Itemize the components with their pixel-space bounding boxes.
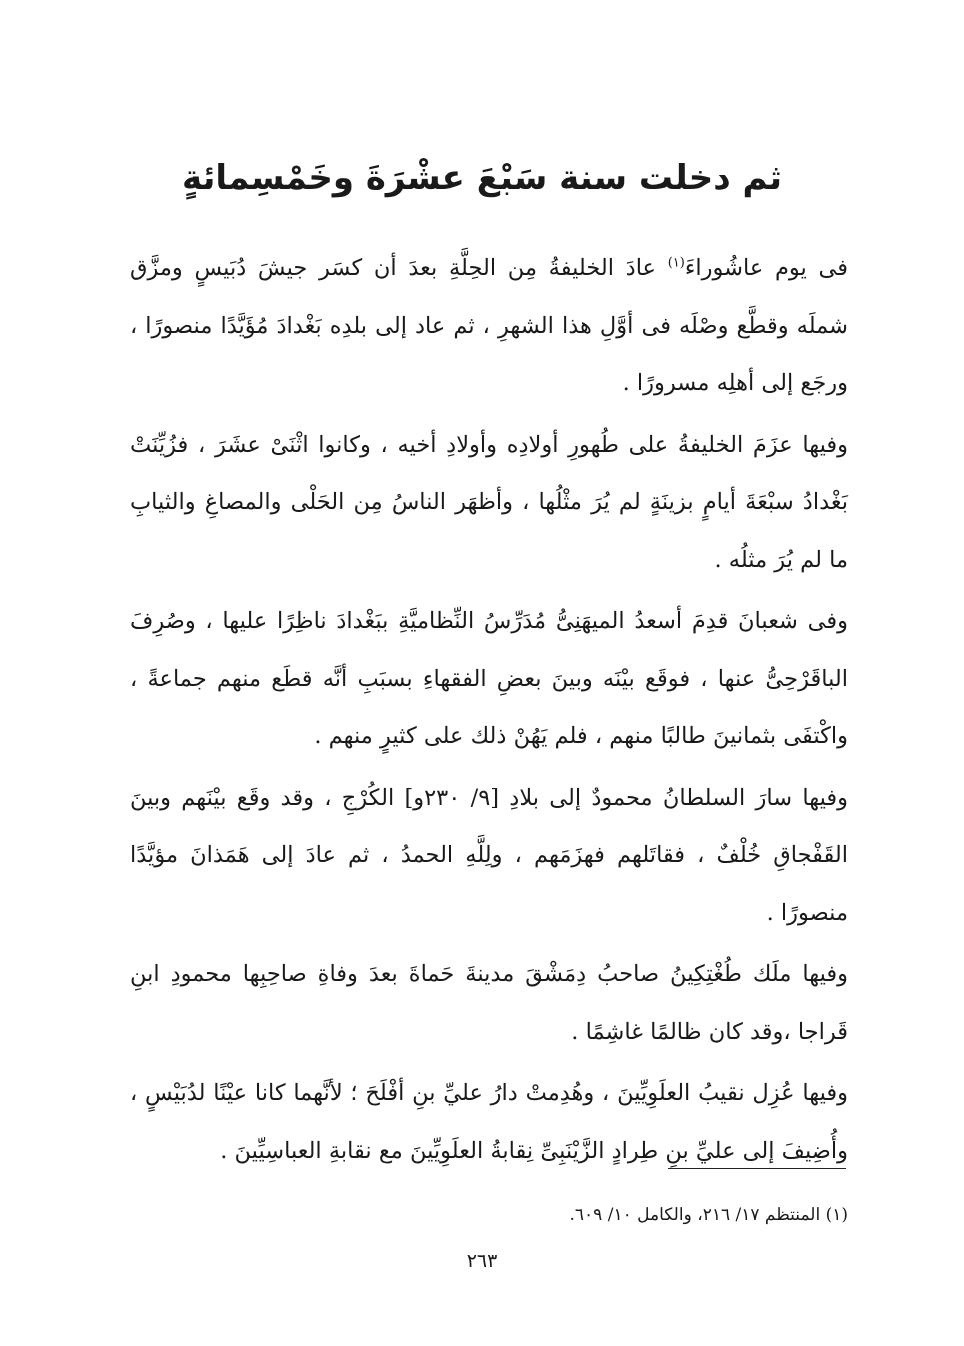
paragraph-6: وفيها عُزِل نقيبُ العلَوِيِّينَ ، وهُدِمتْ دارُ عليِّ بنِ أفْلَحَ ؛ لأنَّهما كانا عيْنًا لدُبَيْسٍ ، وأُضِيفَ إلى عليِّ بنِ طِرادٍ الزَّيْنَبِىِّ نِقابةُ العلَوِيِّينَ مع نقابةِ العباسِيِّينَ . bbox=[130, 1080, 848, 1164]
paragraph-5: وفيها ملَك طُغْتِكِينُ صاحبُ دِمَشْقَ مدينةَ حَماةَ بعدَ وفاةِ صاحِبِها محمودِ ابنِ قَراجا ،وقد كان ظالمًا غاشِمًا . bbox=[130, 961, 848, 1045]
paragraph-4: وفيها سارَ السلطانُ محمودٌ إلى بلادِ [٩/ ٢٣٠و] الكُرْجِ ، وقد وقَع بيْنَهم وبينَ القَفْجاقِ خُلْفٌ ، فقاتَلهم فهزَمَهم ، ولِلَّهِ الحمدُ ، ثم عادَ إلى هَمَذانَ مؤيَّدًا منصورًا . bbox=[130, 784, 848, 926]
body-text bbox=[130, 240, 848, 1184]
chapter-title: ثم دخلت سنة سَبْعَ عشْرَةَ وخَمْسِمائةٍ bbox=[182, 158, 782, 198]
footnote: (١) المنتظم ١٧/ ٢١٦، والكامل ١٠/ ٦٠٩. bbox=[569, 1205, 848, 1225]
paragraph-1-rest: عادَ الخليفةُ مِن الحِلَّةِ بعدَ أن كسَر جيشَ دُبَيسٍ ومزَّق شملَه وقطَّع وصْلَه فى أوَّلِ هذا الشهرِ ، ثم عاد إلى بلدِه بَغْدادَ مُؤَيَّدًا منصورًا ، ورجَع إلى أهلِه مسرورًا . bbox=[130, 255, 848, 396]
page-number: ٢٦٣ bbox=[466, 1250, 498, 1272]
paragraph-2: وفيها عزَمَ الخليفةُ على طُهورِ أولادِه وأولادِ أخيه ، وكانوا اثْنَىْ عشَرَ ، فزُيِّنَتْ بَغْدادُ سبْعَةَ أيامٍ بزينَةٍ لم يُرَ مثْلُها ، وأظهَر الناسُ مِن الحَلْى والمصاغِ والثيابِ ما لم يُرَ مثلُه . bbox=[130, 431, 848, 573]
footnote-reference: (١) bbox=[667, 255, 685, 271]
footnote-divider bbox=[668, 1168, 846, 1169]
paragraph-3: وفى شعبانَ قدِمَ أسعدُ الميهَنِىُّ مُدَرِّسُ النِّظاميَّةِ ببَغْدادَ ناظِرًا عليها ، وصُرِفَ الباقَرْحِىُّ عنها ، فوقَع بيْنَه وبينَ بعضِ الفقهاءِ بسبَبِ أنَّه قطَع منهم جماعةً ، واكْتفَى بثمانينَ طالبًا منهم ، فلم يَهُنْ ذلك على كثيرٍ منهم . bbox=[130, 608, 848, 749]
paragraph-1 bbox=[130, 240, 848, 413]
paragraph-1-opening: فى يوم عاشُوراءَ bbox=[684, 255, 848, 281]
